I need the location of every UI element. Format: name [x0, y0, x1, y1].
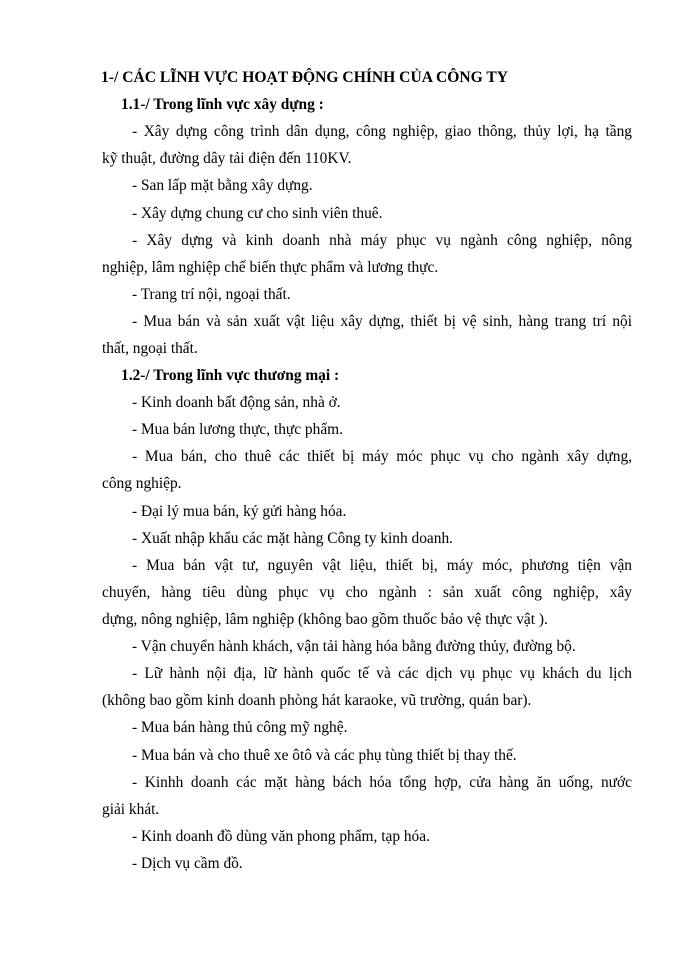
list-item — [102, 660, 632, 714]
list-item-line: - Mua bán và sản xuất vật liệu xây dựng, thiết bị vệ sinh, hàng trang trí nội — [132, 312, 632, 330]
list-item — [132, 742, 632, 769]
list-item-line: - Xây dựng chung cư cho sinh viên thuê. — [132, 204, 383, 222]
list-item-line: - Xây dựng công trình dân dụng, công nghiệp, giao thông, thủy lợi, hạ tầng — [132, 123, 632, 141]
list-item — [102, 227, 632, 281]
list-item — [132, 525, 632, 552]
list-item-line: - Mua bán, cho thuê các thiết bị máy móc phục vụ cho ngành xây dựng, — [132, 448, 632, 466]
list-item-line: - Vận chuyển hành khách, vận tải hàng hóa bằng đường thủy, đường bộ. — [132, 638, 576, 656]
list-item — [132, 850, 632, 877]
list-item — [102, 118, 632, 172]
list-item-line: (không bao gồm kinh doanh phòng hát karaoke, vũ trường, quán bar). — [102, 692, 532, 710]
list-item-line: - San lấp mặt bằng xây dựng. — [132, 177, 313, 195]
list-item — [102, 769, 632, 823]
list-item — [132, 281, 632, 308]
list-item-line: - Mua bán lương thực, thực phẩm. — [132, 421, 343, 439]
list-item — [102, 443, 632, 497]
list-item — [132, 389, 632, 416]
list-item-line: - Mua bán vật tư, nguyên vật liệu, thiết bị, máy móc, phương tiện vận — [132, 556, 632, 574]
list-item-line: dựng, nông nghiệp, lâm nghiệp (không bao gồm thuốc bảo vệ thực vật ). — [102, 610, 548, 628]
list-item-line: - Mua bán và cho thuê xe ôtô và các phụ tùng thiết bị thay thế. — [132, 746, 517, 764]
list-item-line: - Kinhh doanh các mặt hàng bách hóa tổng hợp, cửa hàng ăn uống, nước — [132, 773, 632, 791]
document-heading: 1-/ CÁC LĨNH VỰC HOẠT ĐỘNG CHÍNH CỦA CÔNG TY — [101, 69, 509, 86]
list-item — [132, 714, 632, 741]
list-item-line: - Kinh doanh đồ dùng văn phong phẩm, tạp hóa. — [132, 827, 430, 845]
list-item — [132, 416, 632, 443]
list-item-line: chuyển, hàng tiêu dùng phục vụ cho ngành : sản xuất công nghiệp, xây — [102, 583, 632, 601]
list-item-line: giải khát. — [102, 800, 160, 818]
list-item — [132, 823, 632, 850]
list-item — [132, 172, 632, 199]
list-item-line: - Trang trí nội, ngoại thất. — [132, 285, 291, 303]
list-item-line: công nghiệp. — [102, 475, 182, 493]
list-item-line: kỹ thuật, đường dây tải điện đến 110KV. — [102, 150, 352, 168]
list-item — [132, 200, 632, 227]
list-item-line: nghiệp, lâm nghiệp chế biến thực phẩm và lương thực. — [102, 258, 439, 276]
list-item — [102, 308, 632, 362]
section-title: 1.2-/ Trong lĩnh vực thương mại : — [121, 367, 340, 385]
section-title: 1.1-/ Trong lĩnh vực xây dựng : — [121, 96, 324, 114]
list-item-line: - Dịch vụ cầm đồ. — [132, 854, 243, 872]
list-item-line: - Mua bán hàng thủ công mỹ nghệ. — [132, 719, 348, 737]
list-item — [132, 633, 632, 660]
list-item — [102, 552, 632, 633]
list-item-line: thất, ngoại thất. — [102, 339, 198, 357]
list-item-line: - Lữ hành nội địa, lữ hành quốc tế và các dịch vụ phục vụ khách du lịch — [132, 665, 632, 683]
list-item-line: - Xuất nhập khẩu các mặt hàng Công ty kinh doanh. — [132, 529, 453, 547]
list-item — [132, 498, 632, 525]
list-item-line: - Đại lý mua bán, ký gửi hàng hóa. — [132, 502, 347, 520]
list-item-line: - Xây dựng và kinh doanh nhà máy phục vụ ngành công nghiệp, nông — [132, 231, 632, 249]
list-item-line: - Kinh doanh bất động sản, nhà ở. — [132, 394, 341, 412]
